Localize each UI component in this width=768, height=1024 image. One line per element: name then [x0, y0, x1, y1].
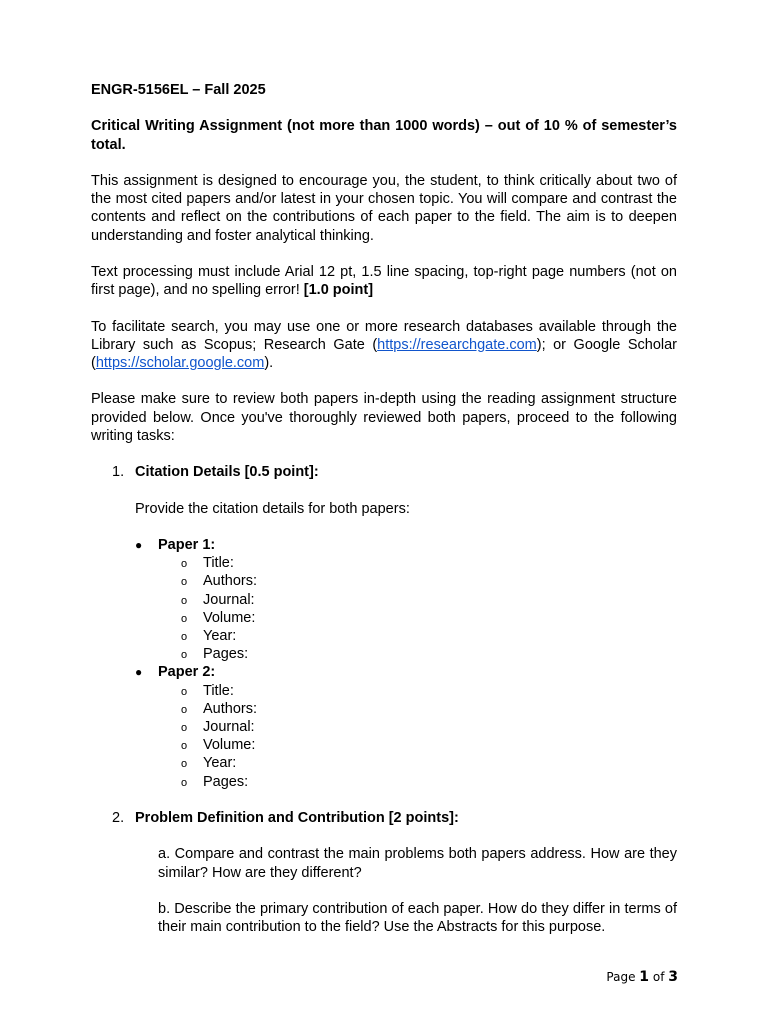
task-2-number: 2.	[112, 809, 125, 826]
circle-bullet-icon: o	[181, 630, 188, 643]
paper-list	[91, 536, 677, 791]
circle-bullet-icon: o	[181, 594, 188, 607]
formatting-text: Text processing must include Arial 12 pt, 1.5 line spacing, top-right page numbers (not on first page), and no spelling error!	[91, 263, 677, 299]
circle-bullet-icon: o	[181, 576, 188, 589]
paper-item	[91, 663, 677, 790]
circle-bullet-icon: o	[181, 558, 188, 571]
total-pages: 3	[668, 969, 678, 985]
task-1-description: Provide the citation details for both papers:	[135, 500, 410, 517]
task-1	[91, 463, 677, 481]
researchgate-link[interactable]: https://researchgate.com	[377, 336, 537, 353]
search-text-post: ).	[264, 354, 274, 371]
circle-bullet-icon: o	[181, 776, 188, 789]
citation-field: Volume:	[203, 737, 256, 754]
task-2-heading: Problem Definition and Contribution [2 points]:	[135, 809, 459, 826]
circle-bullet-icon: o	[181, 649, 188, 662]
formatting-paragraph	[91, 263, 677, 299]
paper-label: Paper 2:	[158, 664, 216, 681]
circle-bullet-icon: o	[181, 703, 188, 716]
task-1-heading: Citation Details [0.5 point]:	[135, 464, 319, 481]
intro-paragraph: This assignment is designed to encourage you, the student, to think critically about two of the most cited papers and/or latest in your chosen topic. You will compare and contrast the contents and reflect on the contributions of each paper to the field. The aim is to deepen understanding and foster analytical thinking.	[91, 172, 677, 244]
citation-field: Pages:	[203, 773, 249, 790]
citation-field: Authors:	[203, 573, 257, 590]
circle-bullet-icon: o	[181, 740, 188, 753]
search-paragraph	[91, 318, 677, 373]
search-text-pre: To facilitate search, you may use one or more research databases available through the Library such as Scopus; Research Gate (	[91, 318, 677, 353]
circle-bullet-icon: o	[181, 721, 188, 734]
formatting-points: [1.0 point]	[303, 282, 374, 299]
assignment-title: Critical Writing Assignment (not more than 1000 words) – out of 10 % of semester’s total.	[91, 118, 677, 153]
page-word: Page	[606, 970, 640, 984]
circle-bullet-icon: o	[181, 758, 188, 771]
task-2	[91, 809, 677, 827]
citation-field: Pages:	[203, 646, 249, 663]
paper-item	[91, 536, 677, 663]
citation-field: Title:	[203, 555, 234, 572]
citation-field: Volume:	[203, 609, 256, 626]
circle-bullet-icon: o	[181, 612, 188, 625]
citation-field: Year:	[203, 627, 237, 644]
bullet-icon: ●	[135, 537, 143, 552]
paper-label: Paper 1:	[158, 536, 216, 553]
circle-bullet-icon: o	[181, 685, 188, 698]
citation-field: Journal:	[203, 591, 255, 608]
page-number-footer	[606, 969, 678, 985]
course-code: ENGR-5156EL – Fall 2025	[91, 82, 266, 98]
google-scholar-link[interactable]: https://scholar.google.com	[95, 354, 265, 371]
task-2-part-b: b. Describe the primary contribution of each paper. How do they differ in terms of their main contribution to the field? Use the Abstracts for this purpose.	[158, 900, 677, 936]
task-2-part-a: a. Compare and contrast the main problems both papers address. How are they similar? How are they different?	[158, 846, 677, 881]
citation-field: Journal:	[203, 718, 255, 735]
citation-field: Year:	[203, 755, 237, 772]
of-word: of	[649, 970, 669, 984]
search-text-mid: ); or Google Scholar (	[91, 336, 677, 371]
review-paragraph: Please make sure to review both papers in-depth using the reading assignment structure provided below. Once you've thoroughly reviewed both papers, proceed to the following writing tasks:	[91, 391, 677, 444]
document-page	[91, 81, 677, 936]
current-page: 1	[639, 969, 650, 985]
citation-field: Title:	[203, 682, 234, 699]
citation-field: Authors:	[203, 700, 257, 717]
task-1-number: 1.	[112, 464, 125, 481]
bullet-icon: ●	[135, 665, 143, 680]
